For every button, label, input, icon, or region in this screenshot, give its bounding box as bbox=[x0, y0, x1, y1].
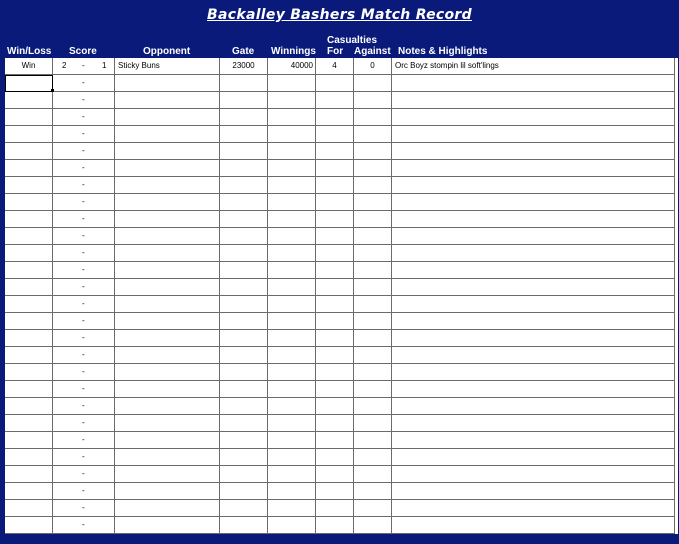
score-for: 2 bbox=[62, 61, 67, 70]
score-separator: - bbox=[82, 367, 85, 376]
score-separator: - bbox=[82, 486, 85, 495]
cell-win-loss[interactable] bbox=[5, 262, 53, 279]
table-row bbox=[5, 160, 678, 177]
cell-gate[interactable]: 23000 bbox=[220, 58, 268, 75]
header-gate: Gate bbox=[232, 46, 255, 57]
cell-win-loss[interactable] bbox=[5, 160, 53, 177]
cell-win-loss[interactable] bbox=[5, 466, 53, 483]
cell-opponent[interactable] bbox=[115, 415, 220, 432]
cell-win-loss[interactable] bbox=[5, 228, 53, 245]
header-casualties-for: For bbox=[327, 46, 344, 57]
score-separator: - bbox=[82, 61, 85, 70]
cell-casualties-for[interactable] bbox=[316, 330, 354, 347]
cell-gate[interactable] bbox=[220, 126, 268, 143]
cell-winnings[interactable] bbox=[268, 449, 316, 466]
cell-winnings[interactable] bbox=[268, 109, 316, 126]
cell-gate[interactable] bbox=[220, 466, 268, 483]
cell-score[interactable] bbox=[53, 415, 115, 432]
table-row bbox=[5, 398, 678, 415]
cell-winnings[interactable] bbox=[268, 415, 316, 432]
cell-score[interactable] bbox=[53, 432, 115, 449]
cell-notes[interactable] bbox=[392, 500, 675, 517]
cell-score[interactable] bbox=[53, 75, 115, 92]
cell-winnings[interactable] bbox=[268, 194, 316, 211]
cell-opponent[interactable] bbox=[115, 466, 220, 483]
table-row bbox=[5, 126, 678, 143]
cell-score[interactable] bbox=[53, 143, 115, 160]
score-separator: - bbox=[82, 95, 85, 104]
header-score: Score bbox=[69, 46, 97, 57]
table-row bbox=[5, 449, 678, 466]
cell-casualties-against[interactable] bbox=[354, 245, 392, 262]
cell-casualties-for[interactable] bbox=[316, 296, 354, 313]
cell-opponent[interactable] bbox=[115, 177, 220, 194]
score-separator: - bbox=[82, 214, 85, 223]
cell-win-loss[interactable] bbox=[5, 279, 53, 296]
cell-score[interactable] bbox=[53, 228, 115, 245]
header-casualties: Casualties bbox=[327, 35, 378, 46]
cell-casualties-against[interactable] bbox=[354, 449, 392, 466]
cell-notes[interactable] bbox=[392, 75, 675, 92]
table-row bbox=[5, 143, 678, 160]
cell-win-loss[interactable] bbox=[5, 92, 53, 109]
cell-gate[interactable] bbox=[220, 75, 268, 92]
cell-gate[interactable] bbox=[220, 177, 268, 194]
cell-notes[interactable] bbox=[392, 228, 675, 245]
cell-casualties-against[interactable] bbox=[354, 466, 392, 483]
cell-win-loss[interactable] bbox=[5, 398, 53, 415]
table-row bbox=[5, 347, 678, 364]
match-record-grid bbox=[5, 58, 678, 534]
cell-notes[interactable] bbox=[392, 466, 675, 483]
cell-casualties-for[interactable] bbox=[316, 364, 354, 381]
cell-casualties-against[interactable] bbox=[354, 109, 392, 126]
cell-score[interactable] bbox=[53, 160, 115, 177]
cell-casualties-against[interactable] bbox=[354, 177, 392, 194]
cell-winnings[interactable] bbox=[268, 517, 316, 534]
cell-winnings[interactable] bbox=[268, 211, 316, 228]
cell-gate[interactable] bbox=[220, 449, 268, 466]
cell-win-loss[interactable] bbox=[5, 109, 53, 126]
cell-opponent[interactable]: Sticky Buns bbox=[115, 58, 220, 75]
cell-opponent[interactable] bbox=[115, 449, 220, 466]
cell-win-loss[interactable]: Win bbox=[5, 58, 53, 75]
cell-casualties-against[interactable] bbox=[354, 296, 392, 313]
cell-casualties-against[interactable] bbox=[354, 330, 392, 347]
cell-gate[interactable] bbox=[220, 313, 268, 330]
cell-notes[interactable] bbox=[392, 415, 675, 432]
cell-win-loss[interactable] bbox=[5, 432, 53, 449]
cell-score[interactable] bbox=[53, 517, 115, 534]
cell-opponent[interactable] bbox=[115, 143, 220, 160]
cell-winnings[interactable] bbox=[268, 398, 316, 415]
cell-notes[interactable] bbox=[392, 262, 675, 279]
table-row bbox=[5, 296, 678, 313]
cell-casualties-against[interactable] bbox=[354, 381, 392, 398]
cell-casualties-for[interactable] bbox=[316, 75, 354, 92]
table-row bbox=[5, 364, 678, 381]
cell-casualties-for[interactable] bbox=[316, 228, 354, 245]
cell-opponent[interactable] bbox=[115, 432, 220, 449]
cell-win-loss[interactable] bbox=[5, 415, 53, 432]
cell-score[interactable] bbox=[53, 364, 115, 381]
cell-casualties-against[interactable] bbox=[354, 262, 392, 279]
cell-casualties-against[interactable]: 0 bbox=[354, 58, 392, 75]
cell-winnings[interactable] bbox=[268, 160, 316, 177]
cell-notes[interactable] bbox=[392, 432, 675, 449]
score-separator: - bbox=[82, 333, 85, 342]
cell-score[interactable] bbox=[53, 58, 115, 75]
cell-notes[interactable] bbox=[392, 364, 675, 381]
table-row bbox=[5, 228, 678, 245]
cell-notes[interactable] bbox=[392, 160, 675, 177]
cell-gate[interactable] bbox=[220, 262, 268, 279]
cell-notes[interactable] bbox=[392, 279, 675, 296]
cell-opponent[interactable] bbox=[115, 398, 220, 415]
cell-casualties-for[interactable] bbox=[316, 109, 354, 126]
cell-win-loss[interactable] bbox=[5, 330, 53, 347]
cell-casualties-against[interactable] bbox=[354, 194, 392, 211]
cell-score[interactable] bbox=[53, 500, 115, 517]
score-separator: - bbox=[82, 503, 85, 512]
score-separator: - bbox=[82, 316, 85, 325]
cell-score[interactable] bbox=[53, 381, 115, 398]
cell-winnings[interactable] bbox=[268, 381, 316, 398]
cell-score[interactable] bbox=[53, 279, 115, 296]
cell-score[interactable] bbox=[53, 211, 115, 228]
cell-win-loss[interactable] bbox=[5, 126, 53, 143]
cell-winnings[interactable] bbox=[268, 330, 316, 347]
cell-casualties-against[interactable] bbox=[354, 398, 392, 415]
cell-casualties-against[interactable] bbox=[354, 143, 392, 160]
cell-score[interactable] bbox=[53, 262, 115, 279]
cell-gate[interactable] bbox=[220, 347, 268, 364]
cell-notes[interactable] bbox=[392, 126, 675, 143]
score-separator: - bbox=[82, 520, 85, 529]
cell-win-loss[interactable] bbox=[5, 449, 53, 466]
cell-casualties-against[interactable] bbox=[354, 415, 392, 432]
score-separator: - bbox=[82, 435, 85, 444]
cell-casualties-for[interactable] bbox=[316, 160, 354, 177]
cell-win-loss[interactable] bbox=[5, 347, 53, 364]
table-row bbox=[5, 211, 678, 228]
cell-casualties-against[interactable] bbox=[354, 279, 392, 296]
cell-casualties-for[interactable] bbox=[316, 381, 354, 398]
cell-notes[interactable] bbox=[392, 330, 675, 347]
cell-notes[interactable] bbox=[392, 211, 675, 228]
cell-score[interactable] bbox=[53, 330, 115, 347]
cell-winnings[interactable] bbox=[268, 126, 316, 143]
cell-casualties-for[interactable] bbox=[316, 92, 354, 109]
cell-gate[interactable] bbox=[220, 398, 268, 415]
table-row bbox=[5, 109, 678, 126]
cell-casualties-against[interactable] bbox=[354, 500, 392, 517]
cell-win-loss[interactable] bbox=[5, 381, 53, 398]
cell-notes[interactable] bbox=[392, 483, 675, 500]
cell-notes[interactable] bbox=[392, 398, 675, 415]
header-casualties-against: Against bbox=[354, 46, 391, 57]
score-separator: - bbox=[82, 384, 85, 393]
cell-notes[interactable] bbox=[392, 347, 675, 364]
cell-win-loss[interactable] bbox=[5, 483, 53, 500]
cell-casualties-for[interactable] bbox=[316, 517, 354, 534]
cell-gate[interactable] bbox=[220, 296, 268, 313]
cell-opponent[interactable] bbox=[115, 347, 220, 364]
cell-opponent[interactable] bbox=[115, 517, 220, 534]
cell-gate[interactable] bbox=[220, 381, 268, 398]
cell-gate[interactable] bbox=[220, 364, 268, 381]
cell-casualties-for[interactable]: 4 bbox=[316, 58, 354, 75]
cell-winnings[interactable] bbox=[268, 143, 316, 160]
cell-gate[interactable] bbox=[220, 415, 268, 432]
cell-casualties-for[interactable] bbox=[316, 194, 354, 211]
cell-score[interactable] bbox=[53, 126, 115, 143]
cell-winnings[interactable] bbox=[268, 92, 316, 109]
cell-win-loss[interactable] bbox=[5, 75, 53, 92]
score-separator: - bbox=[82, 180, 85, 189]
cell-winnings[interactable] bbox=[268, 500, 316, 517]
table-row bbox=[5, 415, 678, 432]
cell-gate[interactable] bbox=[220, 211, 268, 228]
cell-opponent[interactable] bbox=[115, 194, 220, 211]
cell-gate[interactable] bbox=[220, 160, 268, 177]
cell-notes[interactable] bbox=[392, 194, 675, 211]
cell-win-loss[interactable] bbox=[5, 143, 53, 160]
score-separator: - bbox=[82, 197, 85, 206]
cell-opponent[interactable] bbox=[115, 279, 220, 296]
cell-casualties-against[interactable] bbox=[354, 228, 392, 245]
cell-gate[interactable] bbox=[220, 279, 268, 296]
table-row bbox=[5, 245, 678, 262]
cell-score[interactable] bbox=[53, 347, 115, 364]
cell-win-loss[interactable] bbox=[5, 313, 53, 330]
cell-notes[interactable]: Orc Boyz stompin lil soft'lings bbox=[392, 58, 675, 75]
cell-notes[interactable] bbox=[392, 381, 675, 398]
cell-opponent[interactable] bbox=[115, 126, 220, 143]
header-notes: Notes & Highlights bbox=[398, 46, 488, 57]
cell-gate[interactable] bbox=[220, 228, 268, 245]
cell-casualties-for[interactable] bbox=[316, 500, 354, 517]
cell-opponent[interactable] bbox=[115, 75, 220, 92]
cell-winnings[interactable] bbox=[268, 347, 316, 364]
score-separator: - bbox=[82, 418, 85, 427]
cell-casualties-against[interactable] bbox=[354, 75, 392, 92]
score-separator: - bbox=[82, 163, 85, 172]
table-row bbox=[5, 92, 678, 109]
cell-opponent[interactable] bbox=[115, 296, 220, 313]
cell-win-loss[interactable] bbox=[5, 211, 53, 228]
cell-winnings[interactable]: 40000 bbox=[268, 58, 316, 75]
cell-casualties-for[interactable] bbox=[316, 126, 354, 143]
cell-score[interactable] bbox=[53, 466, 115, 483]
cell-win-loss[interactable] bbox=[5, 500, 53, 517]
score-separator: - bbox=[82, 231, 85, 240]
cell-opponent[interactable] bbox=[115, 228, 220, 245]
cell-notes[interactable] bbox=[392, 449, 675, 466]
score-separator: - bbox=[82, 78, 85, 87]
cell-casualties-for[interactable] bbox=[316, 466, 354, 483]
page-title: Backalley Bashers Match Record bbox=[207, 7, 472, 23]
score-separator: - bbox=[82, 401, 85, 410]
cell-opponent[interactable] bbox=[115, 245, 220, 262]
cell-casualties-for[interactable] bbox=[316, 398, 354, 415]
cell-opponent[interactable] bbox=[115, 262, 220, 279]
cell-score[interactable] bbox=[53, 109, 115, 126]
cell-casualties-against[interactable] bbox=[354, 432, 392, 449]
score-against: 1 bbox=[102, 61, 107, 70]
score-separator: - bbox=[82, 248, 85, 257]
cell-gate[interactable] bbox=[220, 500, 268, 517]
cell-casualties-for[interactable] bbox=[316, 143, 354, 160]
cell-opponent[interactable] bbox=[115, 483, 220, 500]
cell-notes[interactable] bbox=[392, 313, 675, 330]
cell-winnings[interactable] bbox=[268, 466, 316, 483]
cell-win-loss[interactable] bbox=[5, 364, 53, 381]
cell-gate[interactable] bbox=[220, 109, 268, 126]
cell-winnings[interactable] bbox=[268, 228, 316, 245]
cell-opponent[interactable] bbox=[115, 364, 220, 381]
cell-winnings[interactable] bbox=[268, 313, 316, 330]
cell-notes[interactable] bbox=[392, 109, 675, 126]
cell-gate[interactable] bbox=[220, 517, 268, 534]
cell-winnings[interactable] bbox=[268, 177, 316, 194]
cell-score[interactable] bbox=[53, 245, 115, 262]
table-row bbox=[5, 58, 678, 75]
cell-notes[interactable] bbox=[392, 92, 675, 109]
cell-opponent[interactable] bbox=[115, 500, 220, 517]
cell-gate[interactable] bbox=[220, 92, 268, 109]
cell-win-loss[interactable] bbox=[5, 296, 53, 313]
cell-opponent[interactable] bbox=[115, 211, 220, 228]
cell-gate[interactable] bbox=[220, 143, 268, 160]
table-row bbox=[5, 500, 678, 517]
table-row bbox=[5, 262, 678, 279]
cell-score[interactable] bbox=[53, 194, 115, 211]
cell-win-loss[interactable] bbox=[5, 194, 53, 211]
cell-winnings[interactable] bbox=[268, 432, 316, 449]
cell-opponent[interactable] bbox=[115, 160, 220, 177]
cell-notes[interactable] bbox=[392, 296, 675, 313]
cell-winnings[interactable] bbox=[268, 364, 316, 381]
cell-opponent[interactable] bbox=[115, 109, 220, 126]
cell-winnings[interactable] bbox=[268, 245, 316, 262]
score-separator: - bbox=[82, 350, 85, 359]
cell-notes[interactable] bbox=[392, 517, 675, 534]
table-row bbox=[5, 75, 678, 92]
cell-casualties-against[interactable] bbox=[354, 126, 392, 143]
cell-casualties-for[interactable] bbox=[316, 347, 354, 364]
cell-gate[interactable] bbox=[220, 194, 268, 211]
cell-winnings[interactable] bbox=[268, 483, 316, 500]
cell-score[interactable] bbox=[53, 483, 115, 500]
score-separator: - bbox=[82, 129, 85, 138]
cell-casualties-against[interactable] bbox=[354, 313, 392, 330]
cell-opponent[interactable] bbox=[115, 313, 220, 330]
cell-winnings[interactable] bbox=[268, 296, 316, 313]
cell-casualties-for[interactable] bbox=[316, 177, 354, 194]
cell-casualties-for[interactable] bbox=[316, 245, 354, 262]
cell-score[interactable] bbox=[53, 313, 115, 330]
cell-score[interactable] bbox=[53, 398, 115, 415]
table-row bbox=[5, 177, 678, 194]
header-winnings: Winnings bbox=[271, 46, 316, 57]
cell-winnings[interactable] bbox=[268, 75, 316, 92]
cell-winnings[interactable] bbox=[268, 262, 316, 279]
cell-casualties-against[interactable] bbox=[354, 483, 392, 500]
table-row bbox=[5, 517, 678, 534]
cell-casualties-for[interactable] bbox=[316, 279, 354, 296]
score-separator: - bbox=[82, 299, 85, 308]
cell-opponent[interactable] bbox=[115, 92, 220, 109]
cell-casualties-against[interactable] bbox=[354, 92, 392, 109]
cell-notes[interactable] bbox=[392, 143, 675, 160]
cell-win-loss[interactable] bbox=[5, 177, 53, 194]
table-row bbox=[5, 432, 678, 449]
cell-score[interactable] bbox=[53, 92, 115, 109]
cell-casualties-for[interactable] bbox=[316, 449, 354, 466]
cell-casualties-for[interactable] bbox=[316, 483, 354, 500]
cell-opponent[interactable] bbox=[115, 330, 220, 347]
table-row bbox=[5, 194, 678, 211]
cell-notes[interactable] bbox=[392, 177, 675, 194]
cell-score[interactable] bbox=[53, 177, 115, 194]
cell-casualties-for[interactable] bbox=[316, 262, 354, 279]
table-row bbox=[5, 381, 678, 398]
cell-score[interactable] bbox=[53, 296, 115, 313]
score-separator: - bbox=[82, 265, 85, 274]
cell-winnings[interactable] bbox=[268, 279, 316, 296]
score-separator: - bbox=[82, 282, 85, 291]
cell-win-loss[interactable] bbox=[5, 517, 53, 534]
cell-casualties-for[interactable] bbox=[316, 415, 354, 432]
cell-notes[interactable] bbox=[392, 245, 675, 262]
cell-gate[interactable] bbox=[220, 245, 268, 262]
cell-casualties-against[interactable] bbox=[354, 211, 392, 228]
header-win-loss: Win/Loss bbox=[7, 46, 52, 57]
table-row bbox=[5, 483, 678, 500]
cell-gate[interactable] bbox=[220, 483, 268, 500]
table-row bbox=[5, 313, 678, 330]
cell-casualties-against[interactable] bbox=[354, 160, 392, 177]
cell-score[interactable] bbox=[53, 449, 115, 466]
cell-casualties-for[interactable] bbox=[316, 211, 354, 228]
table-row bbox=[5, 330, 678, 347]
cell-gate[interactable] bbox=[220, 330, 268, 347]
cell-win-loss[interactable] bbox=[5, 245, 53, 262]
table-row bbox=[5, 466, 678, 483]
cell-casualties-against[interactable] bbox=[354, 517, 392, 534]
score-separator: - bbox=[82, 469, 85, 478]
cell-casualties-for[interactable] bbox=[316, 313, 354, 330]
score-separator: - bbox=[82, 112, 85, 121]
header-opponent: Opponent bbox=[143, 46, 191, 57]
cell-casualties-for[interactable] bbox=[316, 432, 354, 449]
cell-gate[interactable] bbox=[220, 432, 268, 449]
fill-handle[interactable] bbox=[51, 89, 54, 92]
score-separator: - bbox=[82, 452, 85, 461]
cell-casualties-against[interactable] bbox=[354, 347, 392, 364]
cell-opponent[interactable] bbox=[115, 381, 220, 398]
score-separator: - bbox=[82, 146, 85, 155]
table-row bbox=[5, 279, 678, 296]
cell-casualties-against[interactable] bbox=[354, 364, 392, 381]
